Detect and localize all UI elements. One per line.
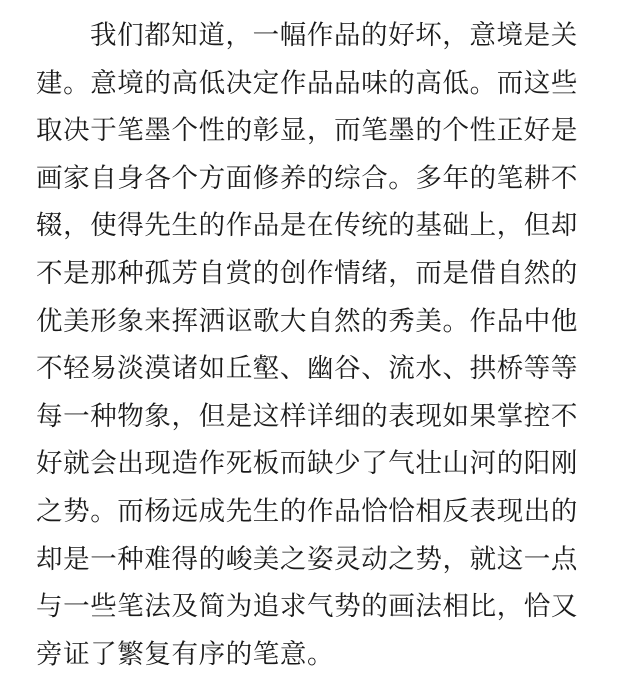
- text-line: 与一些笔法及简为追求气势的画法相比，恰又: [36, 591, 578, 623]
- text-line: 旁证了繁复有序的笔意。: [36, 638, 335, 670]
- text-line: 画家自身各个方面修养的综合。多年的笔耕不: [36, 162, 578, 194]
- text-line: 好就会出现造作死板而缺少了气壮山河的阳刚: [36, 448, 578, 480]
- text-line: 不是那种孤芳自赏的创作情绪，而是借自然的: [36, 257, 578, 289]
- text-line: 之势。而杨远成先生的作品恰恰相反表现出的: [36, 495, 578, 527]
- text-line: 却是一种难得的峻美之姿灵动之势，就这一点: [36, 543, 578, 575]
- text-line: 取决于笔墨个性的彰显，而笔墨的个性正好是: [36, 115, 578, 147]
- text-line: 我们都知道，一幅作品的好坏，意境是关: [90, 20, 578, 51]
- text-line: 辍，使得先生的作品是在传统的基础上，但却: [36, 210, 578, 242]
- text-line: 不轻易淡漠诸如丘壑、幽谷、流水、拱桥等等: [36, 353, 578, 385]
- text-line: 每一种物象，但是这样详细的表现如果掌控不: [36, 400, 578, 432]
- text-line: 优美形象来挥洒讴歌大自然的秀美。作品中他: [36, 305, 578, 337]
- text-line: 建。意境的高低决定作品品味的高低。而这些: [36, 67, 578, 99]
